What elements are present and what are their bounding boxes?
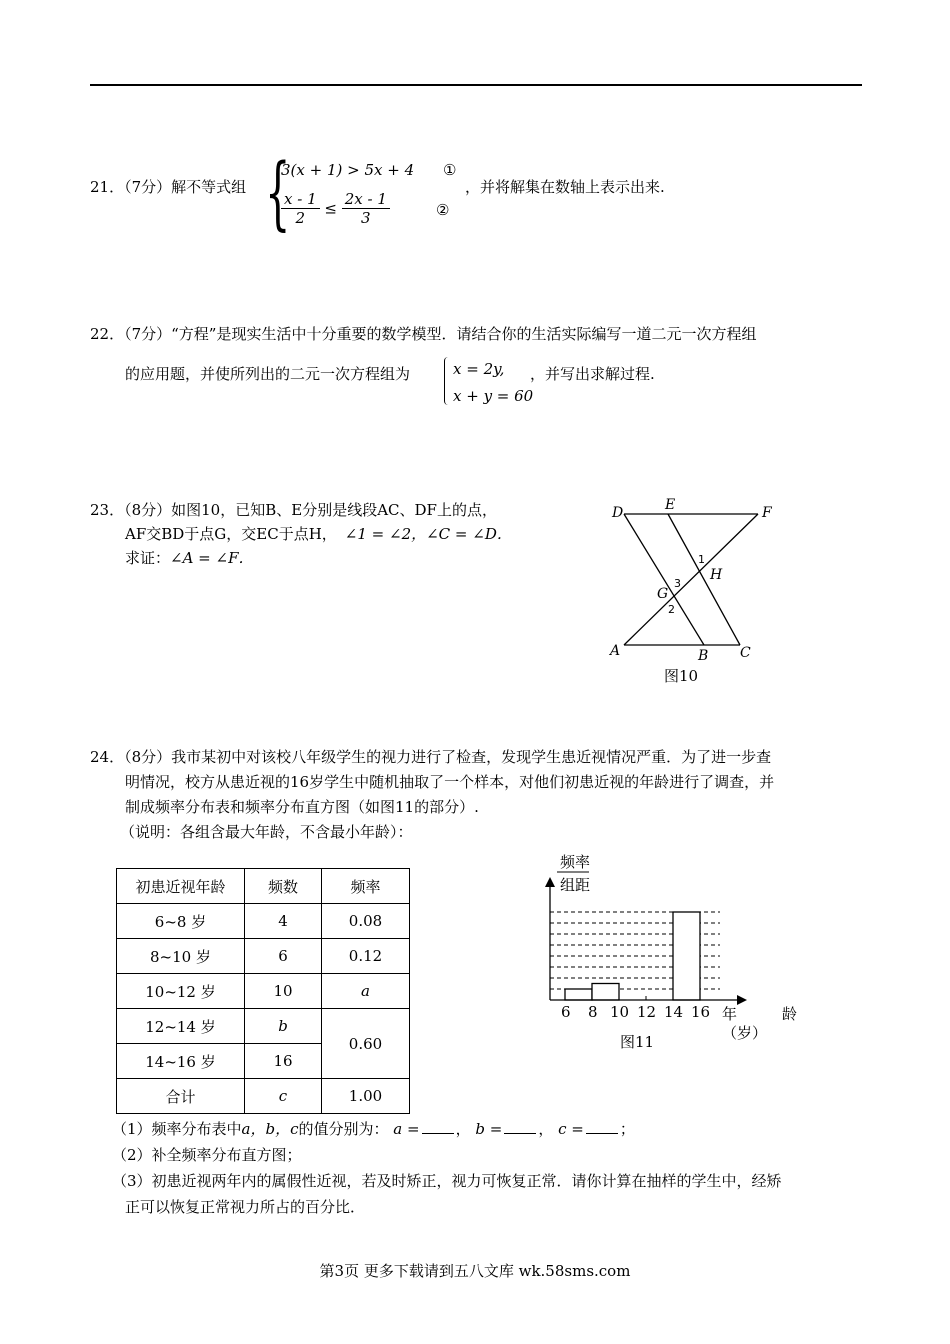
q21-mark2: ② <box>436 201 450 219</box>
table-cell: 10 <box>245 974 322 1009</box>
table-cell: a <box>322 974 410 1009</box>
q23-line2 <box>125 524 512 544</box>
q21-le: ≤ <box>324 199 337 218</box>
blank-c[interactable] <box>586 1133 618 1134</box>
label-angle-3: 3 <box>674 577 681 590</box>
q22-brace <box>444 357 449 405</box>
frequency-table <box>116 868 410 1114</box>
table-cell: 16 <box>245 1044 322 1079</box>
q21-ineq2 <box>281 190 390 227</box>
table-cell: 1.00 <box>322 1079 410 1114</box>
label-G: G <box>657 586 669 602</box>
q23-proof: ∠A = ∠F． <box>170 549 254 567</box>
label-F: F <box>762 505 772 521</box>
table-header: 频率 <box>322 869 410 904</box>
q21-number: 21． <box>90 178 125 196</box>
label-H: H <box>710 567 723 583</box>
q24-line4: （说明：各组含最大年龄，不含最小年龄）： <box>120 823 413 841</box>
q21-text: 解不等式组 <box>171 178 247 196</box>
x-tick-label: 14 <box>664 1003 684 1021</box>
label-A: A <box>610 643 621 659</box>
sub1-vars: a，b，c <box>241 1120 299 1138</box>
q22-number: 22． <box>90 325 125 343</box>
y-label-top: 频率 <box>560 853 591 871</box>
table-row <box>117 1079 410 1114</box>
q24-text1: 我市某初中对该校八年级学生的视力进行了检查，发现学生患近视情况严重．为了进一步查 <box>171 748 772 766</box>
x-unit: （岁） <box>722 1024 768 1042</box>
q24-sub3-line2: 正可以恢复正常视力所占的百分比． <box>125 1198 366 1216</box>
q22-eq2: x + y = 60 <box>453 387 534 405</box>
sub1-c: c = <box>558 1120 584 1138</box>
sub1-pre: （1）频率分布表中 <box>112 1120 242 1138</box>
x-label-nian: 年 <box>722 1005 738 1023</box>
bar-8~10 <box>592 984 619 1001</box>
table-header: 初患近视年龄 <box>117 869 245 904</box>
label-C: C <box>740 645 751 661</box>
sub1-mid: 的值分别为： <box>298 1120 389 1138</box>
q24-sub1: （1）频率分布表中a，b，c的值分别为： a = ， b = ， c = ； <box>112 1120 635 1138</box>
segment-DB <box>624 514 704 645</box>
label-angle-2: 2 <box>668 603 675 616</box>
table-header-row <box>117 869 410 904</box>
q23-line3 <box>125 548 254 568</box>
table-cell: 8~10 岁 <box>117 939 245 974</box>
table-cell: 6~8 岁 <box>117 904 245 939</box>
q23-number: 23． <box>90 501 125 519</box>
q24-line3: 制成频率分布表和频率分布直方图（如图11的部分）. <box>125 798 479 816</box>
x-label-ling: 龄 <box>782 1005 798 1023</box>
q21-frac1: $\frac{x - 1}{2}$ <box>281 190 320 227</box>
q24-line1 <box>90 747 771 767</box>
q24-score: （8分） <box>124 748 172 766</box>
table-cell: 0.12 <box>322 939 410 974</box>
table-row <box>117 974 410 1009</box>
histogram-figure-11 <box>535 845 815 1055</box>
q22-score: （7分） <box>124 325 172 343</box>
x-tick-label: 8 <box>588 1003 598 1021</box>
x-tick-label: 10 <box>610 1003 630 1021</box>
q22-line1 <box>90 324 756 344</box>
q24-line2: 明情况，校方从患近视的16岁学生中随机抽取了一个样本，对他们初患近视的年龄进行了调查，并 <box>125 773 775 791</box>
header-rule <box>90 84 862 86</box>
blank-a[interactable] <box>422 1133 454 1134</box>
label-B: B <box>698 648 709 664</box>
table-row <box>117 904 410 939</box>
q22-text1: “方程”是现实生活中十分重要的数学模型．请结合你的生活实际编写一道二元一次方程组 <box>171 325 757 343</box>
table-cell: b <box>245 1009 322 1044</box>
figure-10-caption: 图10 <box>664 667 699 685</box>
q24-sub3-line1: （3）初患近视两年内的属假性近视，若及时矫正，视力可恢复正常．请你计算在抽样的学生中，经矫 <box>112 1172 782 1190</box>
q21-mark1: ① <box>443 161 457 179</box>
q24-sub2: （2）补全频率分布直方图； <box>112 1146 302 1164</box>
q21-lead <box>90 177 246 197</box>
bar-6~8 <box>565 989 592 1000</box>
page-footer: 第3页 更多下载请到五八文库 wk.58sms.com <box>319 1262 631 1280</box>
sub1-a: a = <box>393 1120 420 1138</box>
label-E: E <box>665 497 676 513</box>
q22-line2-post: ，并写出求解过程. <box>530 365 655 383</box>
x-tick-label: 12 <box>637 1003 657 1021</box>
table-header: 频数 <box>245 869 322 904</box>
q23-text1: 如图10，已知B、E分别是线段AC、DF上的点， <box>171 501 497 519</box>
table-cell-merged: 0.60 <box>322 1009 410 1079</box>
sub1-b: b = <box>475 1120 503 1138</box>
q24-number: 24． <box>90 748 125 766</box>
label-angle-1: 1 <box>698 553 705 566</box>
table-cell: 12~14 岁 <box>117 1009 245 1044</box>
x-axis-arrow <box>737 995 747 1005</box>
q21-ineq1: 3(x + 1) > 5x + 4 <box>281 161 415 179</box>
x-tick-label: 6 <box>561 1003 571 1021</box>
label-D: D <box>612 505 624 521</box>
q23-score: （8分） <box>124 501 172 519</box>
table-row <box>117 1009 410 1044</box>
q21-brace: { <box>265 146 291 239</box>
y-label-bottom: 组距 <box>560 876 591 894</box>
table-cell: 10~12 岁 <box>117 974 245 1009</box>
blank-b[interactable] <box>504 1133 536 1134</box>
q23-text2: AF交BD于点G，交EC于点H， <box>125 525 337 543</box>
table-cell: 0.08 <box>322 904 410 939</box>
table-row <box>117 939 410 974</box>
figure-10 <box>600 495 790 665</box>
q23-cond: ∠1 = ∠2，∠C = ∠D． <box>344 525 512 543</box>
q21-score: （7分） <box>124 178 172 196</box>
segment-AF <box>624 514 758 645</box>
q22-line2-pre: 的应用题，并使所列出的二元一次方程组为 <box>125 365 411 383</box>
q23-line1 <box>90 500 497 520</box>
y-axis-arrow <box>545 877 555 887</box>
q21-tail: ，并将解集在数轴上表示出来. <box>465 178 665 196</box>
table-cell: 6 <box>245 939 322 974</box>
x-tick-label: 16 <box>691 1003 711 1021</box>
bar-14~16 <box>673 912 700 1000</box>
table-cell: 4 <box>245 904 322 939</box>
q21-frac2: $\frac{2x - 1}{3}$ <box>342 190 390 227</box>
table-cell: 14~16 岁 <box>117 1044 245 1079</box>
table-cell: c <box>245 1079 322 1114</box>
q23-prove-label: 求证： <box>125 549 171 567</box>
table-cell: 合计 <box>117 1079 245 1114</box>
q22-eq1: x = 2y, <box>453 360 505 378</box>
figure-11-caption: 图11 <box>620 1033 655 1051</box>
